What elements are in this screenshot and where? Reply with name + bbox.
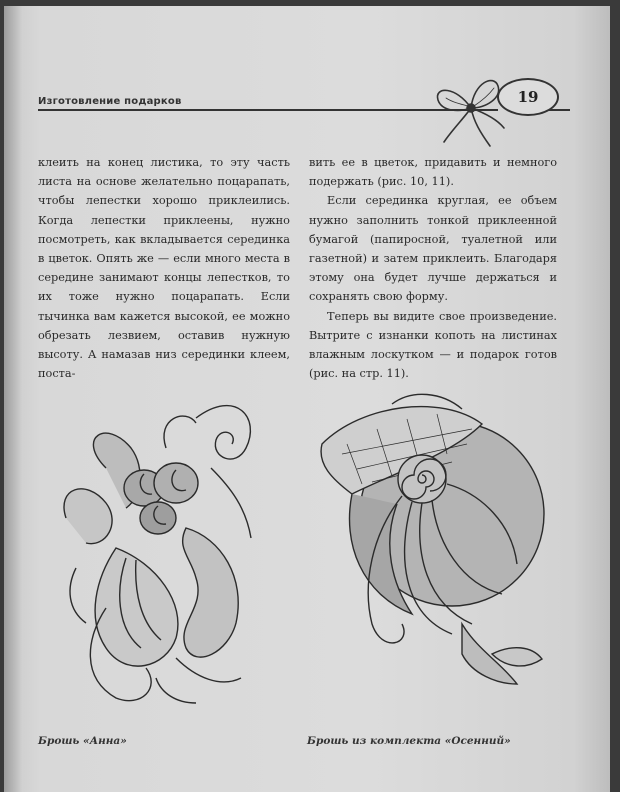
running-head: Изготовление подарков [38, 96, 182, 107]
book-page [4, 6, 610, 792]
paragraph: вить ее в цветок, придавить и немного подержать (рис. 10, 11). [309, 156, 557, 189]
figure-caption-right: Брошь из комплекта «Осенний» [307, 735, 511, 747]
page-number: 19 [517, 88, 539, 106]
brooch-autumn-illustration [302, 384, 558, 702]
brooch-anna-illustration [46, 378, 278, 714]
text-column-right [309, 153, 557, 383]
text-column-left [38, 153, 290, 383]
page-number-badge [497, 78, 559, 116]
page-fold-shadow [4, 6, 22, 792]
paragraph: Если серединка круглая, ее объем нужно заполнить тонкой приклеенной бумагой (папиросной, туалетной или газетной) и затем приклеить. Благодаря этому она будет лучше держаться и сохранять свою форму. [309, 194, 557, 304]
paragraph: клеить на конец листика, то эту часть листа на основе желательно поцарапать, чтобы лепестки хорошо приклеились. Когда лепестки приклеены, нужно посмотреть, как вкладывается серединка в цветок. Опять же — если много места в середине занимают концы лепестков, то их тоже нужно поцарапать. Если тычинка вам кажется высокой, ее можно обрезать лезвием, оставив нужную высоту. А намазав низ серединки клеем, поста- [38, 156, 290, 381]
figure-caption-left: Брошь «Анна» [38, 735, 127, 747]
paragraph: Теперь вы видите свое произведение. Вытрите с изнанки копоть на листинах влажным лоскутком — и подарок готов (рис. на стр. 11). [309, 309, 557, 381]
